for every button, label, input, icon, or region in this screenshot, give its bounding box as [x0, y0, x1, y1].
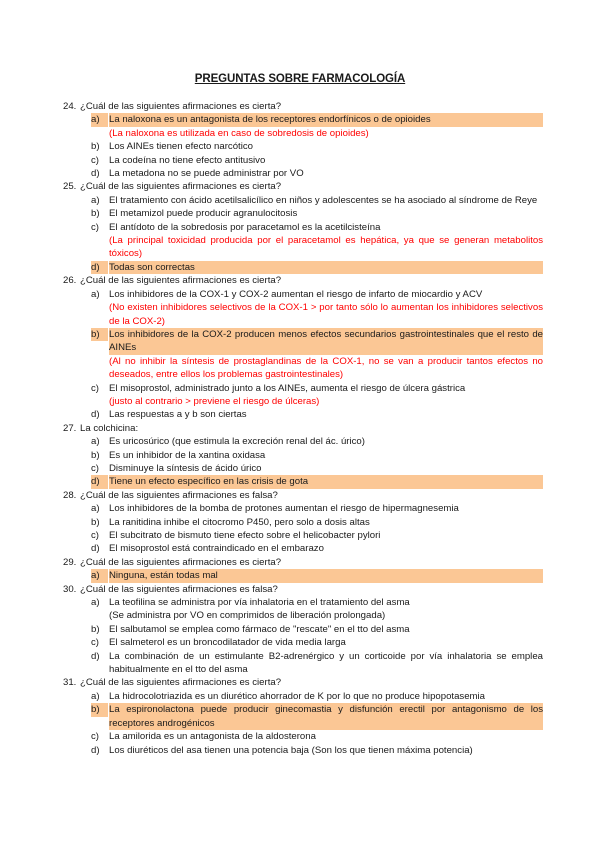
option-letter: a)	[91, 690, 100, 702]
option-line	[109, 462, 543, 475]
answer-explanation: (Se administra por VO en comprimidos de liberación prolongada)	[109, 610, 386, 622]
question-text: ¿Cuál de las siguientes afirmaciones es falsa?	[80, 489, 278, 501]
answer-explanation: (justo al contrario > previene el riesgo de úlceras)	[109, 395, 320, 407]
question-block	[63, 556, 543, 583]
option-line	[109, 703, 543, 730]
question-block	[63, 100, 543, 180]
option-line	[109, 207, 543, 220]
option-letter: a)	[91, 288, 100, 300]
question-text: ¿Cuál de las siguientes afirmaciones es cierta?	[80, 677, 282, 689]
option-text: El tratamiento con ácido acetilsalicílico en niños y adolescentes se ha asociado al síndrome de Reye	[109, 194, 538, 206]
option-line	[109, 542, 543, 555]
option-line	[109, 690, 543, 703]
answer-option	[63, 529, 543, 542]
option-letter: d)	[91, 168, 100, 180]
option-text: Las respuestas a y b son ciertas	[109, 409, 247, 421]
answer-option	[63, 703, 543, 730]
option-text: El misoprostol, administrado junto a los AINEs, aumenta el riesgo de úlcera gástrica	[109, 382, 466, 394]
page-title: PREGUNTAS SOBRE FARMACOLOGÍA	[194, 73, 406, 85]
question-text: ¿Cuál de las siguientes afirmaciones es cierta?	[80, 275, 282, 287]
question-number: 25.	[63, 181, 77, 193]
option-letter: d)	[91, 744, 100, 756]
answer-option	[63, 516, 543, 529]
answer-option	[63, 449, 543, 462]
option-line	[109, 569, 543, 582]
answer-option	[63, 690, 543, 703]
option-letter: a)	[91, 569, 108, 582]
option-letter: c)	[91, 382, 99, 394]
answer-option	[63, 730, 543, 743]
option-letter: a)	[91, 194, 100, 206]
answer-option	[63, 636, 543, 649]
question-number: 26.	[63, 275, 77, 287]
option-line	[109, 113, 543, 126]
answer-option	[63, 207, 543, 220]
option-line	[109, 288, 543, 301]
option-letter: a)	[91, 597, 100, 609]
option-text: Los inhibidores de la bomba de protones aumentan el riesgo de hipermagnesemia	[109, 503, 459, 515]
question-text: ¿Cuál de las siguientes afirmaciones es cierta?	[80, 101, 282, 112]
answer-option	[63, 154, 543, 167]
question-number: 28.	[63, 489, 77, 501]
option-letter: c)	[91, 530, 99, 541]
option-letter: b)	[91, 449, 100, 461]
question-block	[63, 583, 543, 677]
option-line	[109, 408, 543, 421]
option-letter: c)	[91, 462, 99, 474]
option-text: La amilorida es un antagonista de la aldosterona	[109, 731, 316, 743]
question-header	[63, 422, 543, 435]
answer-option	[63, 221, 543, 234]
option-line	[109, 636, 543, 649]
option-text: La metadona no se puede administrar por VO	[109, 168, 304, 180]
answer-option	[63, 328, 543, 355]
option-line	[109, 516, 543, 529]
option-text: Los diuréticos del asa tienen una potencia baja (Son los que tienen máxima potencia)	[109, 744, 473, 756]
option-line	[109, 328, 543, 355]
question-text: ¿Cuál de las siguientes afirmaciones es cierta?	[80, 181, 282, 193]
question-header	[63, 274, 543, 287]
question-header	[63, 556, 543, 569]
option-line	[109, 502, 543, 515]
option-letter: d)	[91, 650, 100, 662]
option-text: Es un inhibidor de la xantina oxidasa	[109, 449, 266, 461]
option-letter: b)	[91, 208, 100, 220]
option-text: La naloxona es un antagonista de los receptores endorfínicos o de opioides	[109, 114, 431, 126]
option-line	[109, 221, 543, 234]
option-letter: b)	[91, 703, 108, 716]
option-line	[109, 529, 543, 542]
question-header	[63, 100, 543, 113]
option-text: El metamizol puede producir agranulocitosis	[109, 208, 298, 220]
option-letter: b)	[91, 623, 100, 635]
question-number: 29.	[63, 556, 77, 568]
answer-option	[63, 408, 543, 421]
answer-explanation: (La naloxona es utilizada en caso de sobredosis de opioides)	[109, 127, 369, 139]
option-letter: c)	[91, 731, 99, 743]
option-text: La ranitidina inhibe el citocromo P450, pero solo a dosis altas	[109, 516, 370, 528]
option-letter: d)	[91, 543, 100, 555]
question-number: 24.	[63, 101, 77, 112]
option-text: Ninguna, están todas mal	[109, 570, 218, 582]
answer-option	[63, 113, 543, 126]
option-line	[109, 154, 543, 167]
question-text: La colchicina:	[80, 422, 139, 434]
option-letter: d)	[91, 409, 100, 421]
option-letter: a)	[91, 436, 100, 448]
option-text: La codeína no tiene efecto antitusivo	[109, 154, 266, 166]
answer-option	[63, 569, 543, 582]
option-letter: b)	[91, 328, 108, 341]
option-line	[109, 596, 543, 609]
question-number: 27.	[63, 422, 77, 434]
answer-option	[63, 261, 543, 274]
option-text: El salbutamol se emplea como fármaco de "rescate" en el tto del asma	[109, 623, 410, 635]
answer-option	[63, 167, 543, 180]
answer-option	[63, 542, 543, 555]
option-text: El misoprostol está contraindicado en el embarazo	[109, 543, 324, 555]
option-text: La hidrocolotriazida es un diurético ahorrador de K por lo que no produce hipopotasemia	[109, 690, 485, 702]
option-line	[109, 623, 543, 636]
answer-option	[63, 382, 543, 395]
question-header	[63, 180, 543, 193]
option-line	[109, 730, 543, 743]
option-text: Los inhibidores de la COX-1 y COX-2 aumentan el riesgo de infarto de miocardio y ACV	[109, 288, 483, 300]
option-text: El subcitrato de bismuto tiene efecto sobre el helicobacter pylori	[109, 530, 381, 541]
option-line	[109, 449, 543, 462]
option-letter: c)	[91, 221, 99, 233]
option-text: La combinación de un estimulante B2-adrenérgico y un corticoide por vía inhalatoria se emplea habitualmente en el tto del asma	[109, 650, 543, 676]
answer-option	[63, 502, 543, 515]
question-text: ¿Cuál de las siguientes afirmaciones es cierta?	[80, 556, 282, 568]
option-text: La teofilina se administra por vía inhalatoria en el tratamiento del asma	[109, 597, 410, 609]
answer-option	[63, 288, 543, 301]
answer-option	[63, 475, 543, 488]
option-letter: a)	[91, 113, 108, 126]
question-block	[63, 489, 543, 556]
answer-explanation: (No existen inhibidores selectivos de la COX-1 > por tanto sólo lo aumentan los inhibidores selectivos de la COX-2)	[109, 302, 543, 327]
answer-option	[63, 194, 543, 207]
option-line	[109, 435, 543, 448]
question-number: 30.	[63, 583, 77, 595]
question-block	[63, 180, 543, 274]
option-line	[109, 140, 543, 153]
option-text: Los AINEs tienen efecto narcótico	[109, 141, 253, 153]
option-line	[109, 194, 543, 207]
answer-explanation: (Al no inhibir la síntesis de prostaglandinas de la COX-1, no se van a producir tantos efectos no deseados, entre ellos los problemas gastrointestinales)	[109, 355, 543, 381]
question-block	[63, 422, 543, 489]
question-number: 31.	[63, 677, 77, 689]
question-block	[63, 274, 543, 421]
option-letter: b)	[91, 141, 100, 153]
option-line	[109, 261, 543, 274]
option-letter: c)	[91, 154, 99, 166]
answer-explanation: (La principal toxicidad producida por el paracetamol es hepática, ya que se generan metabolitos tóxicos)	[109, 235, 543, 260]
option-line	[109, 167, 543, 180]
answer-option	[63, 462, 543, 475]
question-header	[63, 489, 543, 502]
question-text: ¿Cuál de las siguientes afirmaciones es falsa?	[80, 583, 278, 595]
option-line	[109, 382, 543, 395]
option-letter: a)	[91, 503, 100, 515]
option-text: Tiene un efecto específico en las crisis de gota	[109, 476, 309, 488]
option-text: Es uricosúrico (que estimula la excreción renal del ác. úrico)	[109, 436, 365, 448]
option-letter: b)	[91, 516, 100, 528]
option-text: Disminuye la síntesis de ácido úrico	[109, 462, 262, 474]
answer-option	[63, 435, 543, 448]
option-line	[109, 475, 543, 488]
question-block	[63, 676, 543, 756]
option-letter: d)	[91, 475, 108, 488]
option-letter: c)	[91, 637, 99, 649]
answer-option	[63, 650, 543, 677]
answer-option	[63, 596, 543, 609]
option-text: El salmeterol es un broncodilatador de vida media larga	[109, 637, 346, 649]
option-text: Los inhibidores de la COX-2 producen menos efectos secundarios gastrointestinales que el resto de AINEs	[109, 328, 543, 354]
option-letter: d)	[91, 261, 108, 274]
answer-option	[63, 744, 543, 757]
option-text: La espironolactona puede producir ginecomastia y disfunción erectil por antagonismo de los receptores androgénicos	[109, 704, 543, 729]
answer-option	[63, 623, 543, 636]
question-header	[63, 583, 543, 596]
option-line	[109, 744, 543, 757]
question-header	[63, 676, 543, 689]
option-text: Todas son correctas	[109, 261, 195, 273]
option-line	[109, 650, 543, 677]
question-list	[63, 100, 543, 757]
answer-option	[63, 140, 543, 153]
option-text: El antídoto de la sobredosis por paracetamol es la acetilcisteína	[109, 221, 381, 233]
